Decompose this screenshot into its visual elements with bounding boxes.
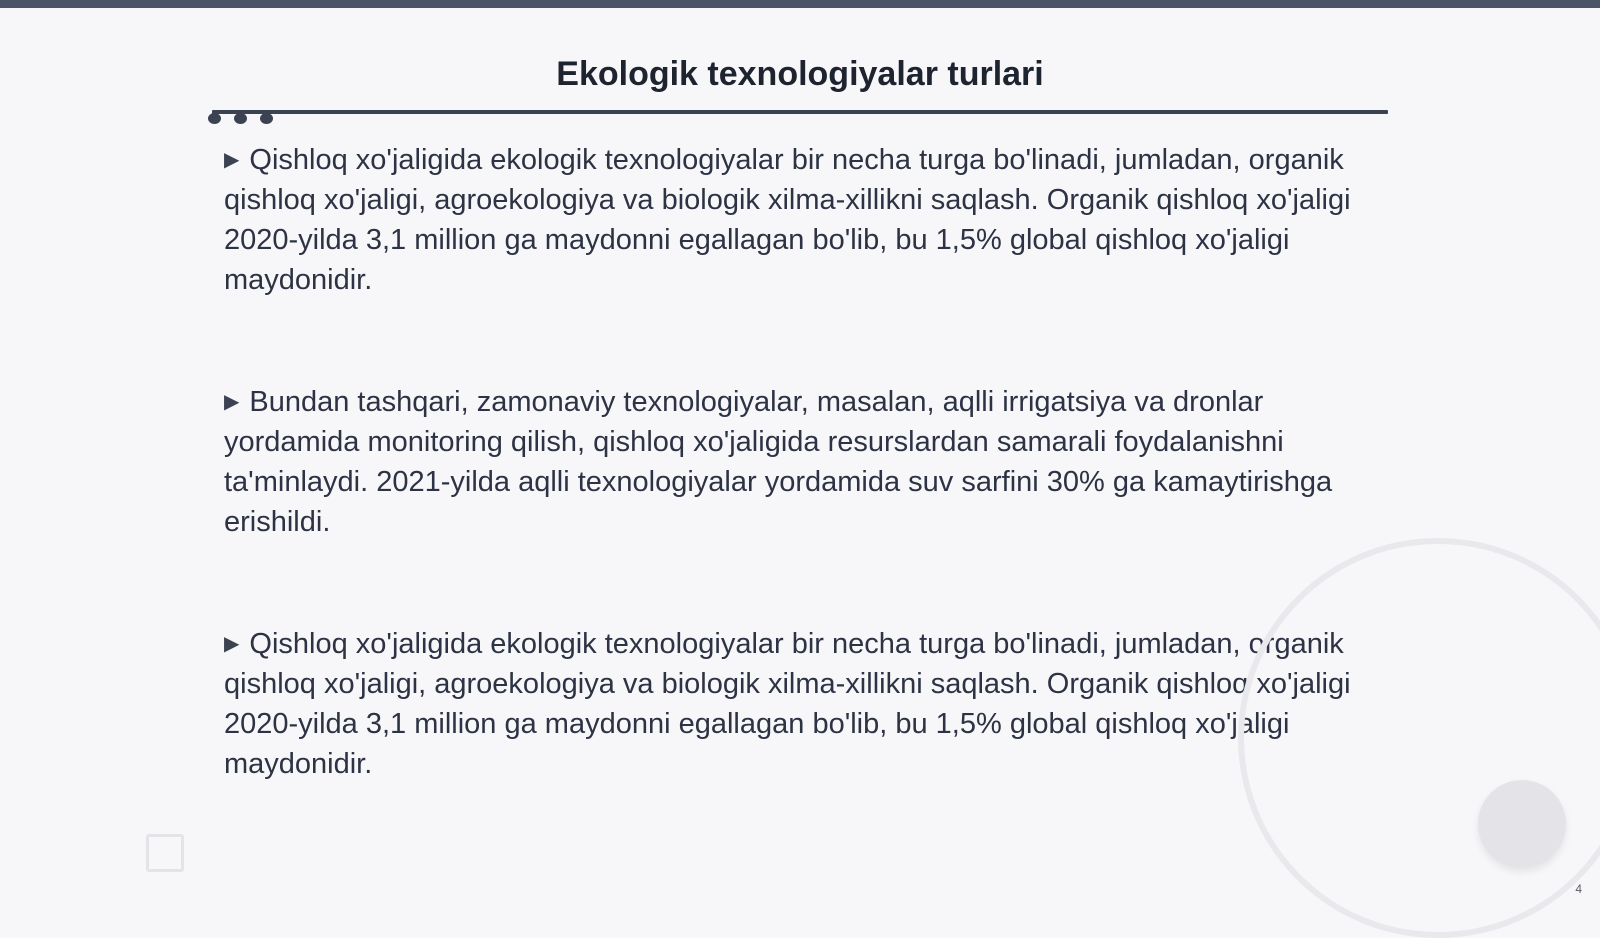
bullet-arrow-icon: ▶ (224, 633, 240, 655)
bullet-text: Bundan tashqari, zamonaviy texnologiyalar, masalan, aqlli irrigatsiya va dronlar yordamida monitoring qilish, qishloq xo'jaligida resurslardan samarali foydalanishni ta'minlaydi. 2021-yilda aqlli texnologiyalar yordamida suv sarfini 30% ga kamaytirishga erishildi. (224, 386, 1333, 538)
bullet-arrow-icon: ▶ (224, 149, 240, 171)
slide-title: Ekologik texnologiyalar turlari (556, 55, 1044, 93)
decorative-square (146, 834, 184, 872)
title-underline (212, 110, 1388, 114)
bullet-item (224, 382, 1354, 542)
page-number: 4 (1575, 882, 1582, 896)
rule-dot-3 (260, 113, 273, 124)
bullet-arrow-icon: ▶ (224, 391, 240, 413)
bullet-text: Qishloq xo'jaligida ekologik texnologiyalar bir necha turga bo'linadi, jumladan, organik qishloq xo'jaligi, agroekologiya va biologik xilma-xillikni saqlash. Organik qishloq xo'jaligi 2020-yilda 3,1 million ga maydonni egallagan bo'lib, bu 1,5% global qishloq xo'jaligi maydonidir. (224, 144, 1351, 296)
decorative-disc (1478, 780, 1566, 868)
bullet-list (224, 140, 1354, 866)
bullet-item (224, 140, 1354, 300)
bullet-item (224, 624, 1354, 784)
bullet-text: Qishloq xo'jaligida ekologik texnologiyalar bir necha turga bo'linadi, jumladan, organik qishloq xo'jaligi, agroekologiya va biologik xilma-xillikni saqlash. Organik qishloq xo'jaligi 2020-yilda 3,1 million ga maydonni egallagan bo'lib, bu 1,5% global qishloq xo'jaligi maydonidir. (224, 628, 1351, 780)
top-accent-bar (0, 0, 1600, 8)
rule-dot-2 (234, 113, 247, 124)
rule-dot-1 (208, 113, 221, 124)
